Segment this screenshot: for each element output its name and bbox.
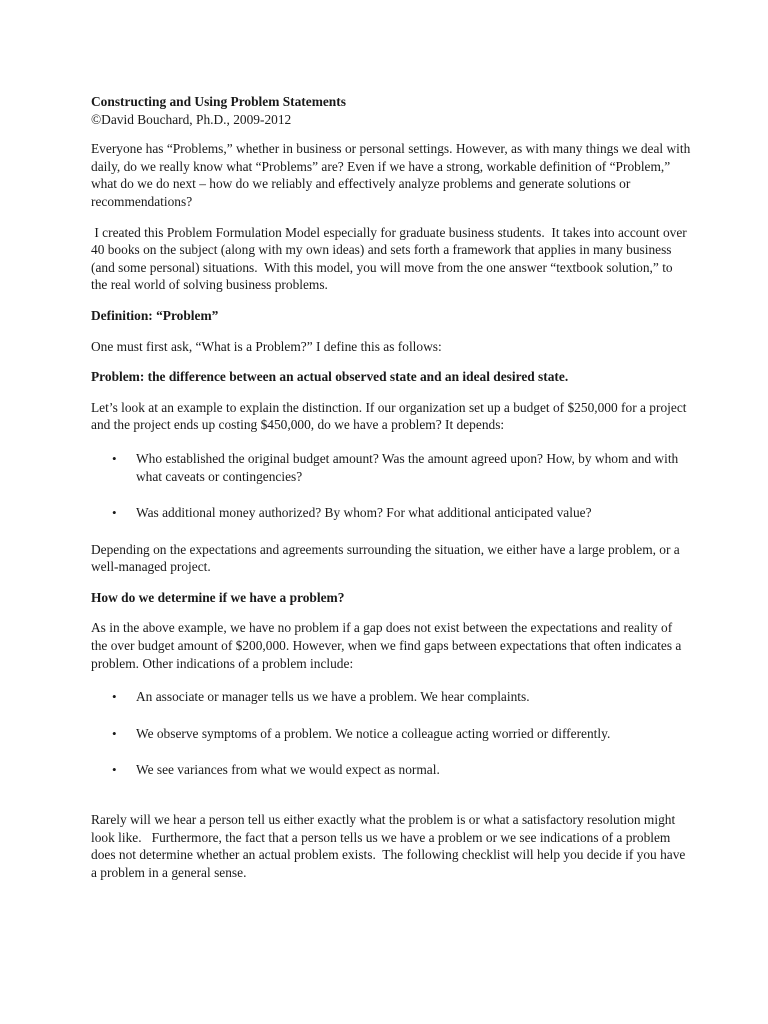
- list-item: [91, 725, 691, 743]
- list-item: [91, 761, 691, 779]
- gap-paragraph: As in the above example, we have no problem if a gap does not exist between the expectations and reality of the over budget amount of $200,000. However, when we find gaps between expectations that often indicates a problem. Other indications of a problem include:: [91, 620, 682, 671]
- bullet-icon: •: [112, 689, 117, 705]
- list-item: [91, 450, 691, 485]
- determine-heading: How do we determine if we have a problem?: [91, 589, 345, 605]
- definition-heading: Definition: “Problem”: [91, 307, 219, 323]
- document-title: Constructing and Using Problem Statements: [91, 94, 346, 109]
- list-item-text: Who established the original budget amount? Was the amount agreed upon? How, by whom and with what caveats or contingencies?: [136, 450, 679, 484]
- list-item-text: We see variances from what we would expect as normal.: [136, 762, 440, 778]
- budget-question-list: [91, 450, 691, 522]
- bullet-icon: •: [112, 450, 117, 466]
- indications-list: [91, 688, 691, 779]
- intro-paragraph: Everyone has “Problems,” whether in business or personal settings. However, as with many things we deal with daily, do we really know what “Problems” are? Even if we have a strong, workable definition of “Problem,” what do we do next – how do we reliably and effectively analyze problems and generate solutions or recommendations?: [91, 141, 691, 209]
- document-page: [91, 93, 691, 894]
- example-paragraph: Let’s look at an example to explain the distinction. If our organization set up a budget of $250,000 for a project and the project ends up costing $450,000, do we have a problem? It depends:: [91, 399, 687, 433]
- copyright-line: ©David Bouchard, Ph.D., 2009-2012: [91, 111, 292, 127]
- question-paragraph: One must first ask, “What is a Problem?” I define this as follows:: [91, 338, 442, 354]
- list-item-text: We observe symptoms of a problem. We notice a colleague acting worried or differently.: [136, 725, 611, 741]
- bullet-icon: •: [112, 725, 117, 741]
- expectations-paragraph: Depending on the expectations and agreements surrounding the situation, we either have a large problem, or a well-managed project.: [91, 541, 680, 575]
- list-item: [91, 688, 691, 706]
- model-paragraph: I created this Problem Formulation Model especially for graduate business students. It takes into account over 40 books on the subject (along with my own ideas) and sets forth a framework that applies in many business (and some personal) situations. With this model, you will move from the one answer “textbook solution,” to the real world of solving business problems.: [91, 224, 691, 293]
- problem-definition: Problem: the difference between an actual observed state and an ideal desired state.: [91, 369, 569, 385]
- title-block: [91, 93, 691, 128]
- list-item: [91, 504, 691, 522]
- checklist-paragraph: Rarely will we hear a person tell us either exactly what the problem is or what a satisfactory resolution might look like. Furthermore, the fact that a person tells us we have a problem or we see indications of a problem does not determine whether an actual problem exists. The following checklist will help you decide if you have a problem in a general sense.: [91, 812, 689, 880]
- bullet-icon: •: [112, 505, 117, 521]
- bullet-icon: •: [112, 762, 117, 778]
- list-item-text: An associate or manager tells us we have a problem. We hear complaints.: [136, 689, 530, 705]
- list-item-text: Was additional money authorized? By whom? For what additional anticipated value?: [136, 505, 592, 521]
